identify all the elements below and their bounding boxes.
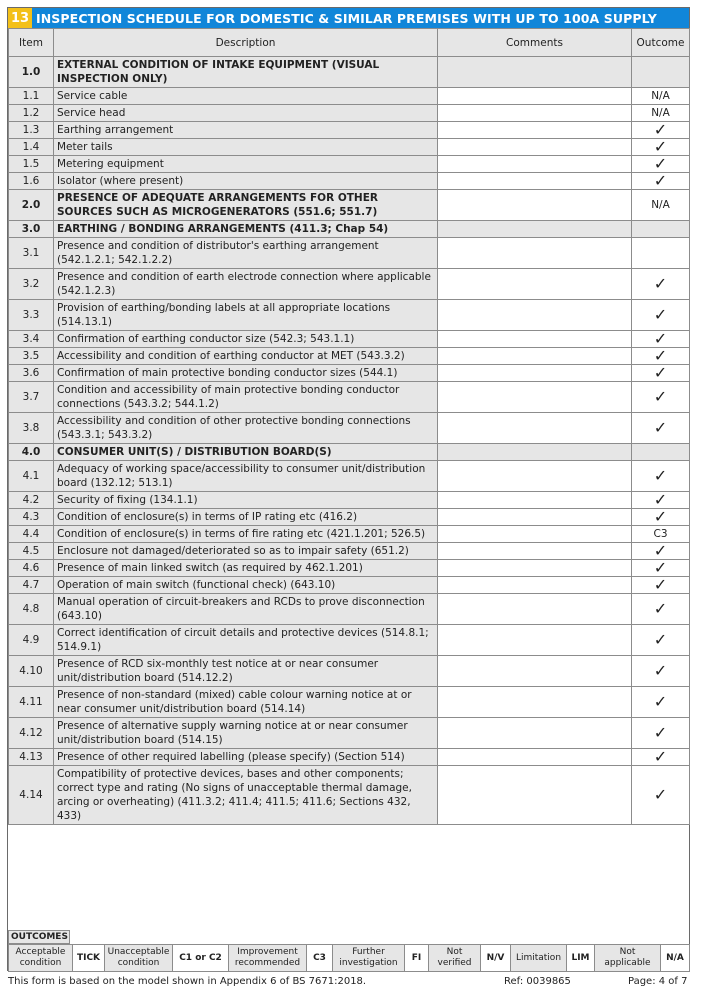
outcome-cell[interactable]: N/A: [632, 190, 690, 221]
item-number: 2.0: [9, 190, 54, 221]
item-description: EXTERNAL CONDITION OF INTAKE EQUIPMENT (VISUAL INSPECTION ONLY): [54, 57, 438, 88]
column-header-description: Description: [54, 29, 438, 57]
comments-cell[interactable]: [438, 492, 632, 509]
table-row: [9, 526, 690, 543]
comments-cell[interactable]: [438, 656, 632, 687]
outcome-cell[interactable]: ✓: [632, 173, 690, 190]
legend-label: Unacceptable condition: [105, 945, 173, 972]
inspection-table: [8, 28, 690, 825]
table-row: [9, 105, 690, 122]
comments-cell[interactable]: [438, 749, 632, 766]
table-row: [9, 365, 690, 382]
table-row: [9, 461, 690, 492]
legend-code: N/A: [661, 945, 690, 972]
legend-label: Not applicable: [595, 945, 661, 972]
legend-label: Improvement recommended: [229, 945, 307, 972]
item-number: 3.1: [9, 238, 54, 269]
legend-label: Not verified: [429, 945, 481, 972]
outcome-cell[interactable]: ✓: [632, 656, 690, 687]
outcome-cell[interactable]: ✓: [632, 718, 690, 749]
table-row: [9, 238, 690, 269]
footer-page-number: Page: 4 of 7: [628, 976, 688, 987]
outcome-cell[interactable]: N/A: [632, 105, 690, 122]
item-number: 3.7: [9, 382, 54, 413]
outcome-cell[interactable]: ✓: [632, 492, 690, 509]
table-row: [9, 139, 690, 156]
item-number: 4.3: [9, 509, 54, 526]
legend-label: Further investigation: [333, 945, 405, 972]
item-description: Accessibility and condition of other protective bonding connections (543.3.1; 543.3.2): [54, 413, 438, 444]
outcome-cell[interactable]: [632, 238, 690, 269]
item-number: 1.5: [9, 156, 54, 173]
comments-cell[interactable]: [438, 413, 632, 444]
item-description: Adequacy of working space/accessibility to consumer unit/distribution board (132.12; 513.1): [54, 461, 438, 492]
item-number: 1.2: [9, 105, 54, 122]
item-description: CONSUMER UNIT(S) / DISTRIBUTION BOARD(S): [54, 444, 438, 461]
inspection-schedule-form: [7, 7, 690, 971]
outcome-cell[interactable]: ✓: [632, 560, 690, 577]
comments-cell[interactable]: [438, 509, 632, 526]
item-description: Manual operation of circuit-breakers and RCDs to prove disconnection (643.10): [54, 594, 438, 625]
comments-cell: [438, 57, 632, 88]
outcomes-legend-row: [9, 945, 690, 972]
table-row: [9, 300, 690, 331]
item-number: 4.2: [9, 492, 54, 509]
item-number: 4.13: [9, 749, 54, 766]
table-row: [9, 269, 690, 300]
table-row: [9, 156, 690, 173]
footer-ref: Ref: 0039865: [504, 976, 571, 987]
item-number: 4.0: [9, 444, 54, 461]
outcome-cell[interactable]: ✓: [632, 300, 690, 331]
item-number: 3.5: [9, 348, 54, 365]
item-number: 4.14: [9, 766, 54, 825]
table-row: [9, 687, 690, 718]
item-description: Isolator (where present): [54, 173, 438, 190]
comments-cell[interactable]: [438, 331, 632, 348]
outcome-cell[interactable]: ✓: [632, 413, 690, 444]
comments-cell[interactable]: [438, 88, 632, 105]
item-number: 3.3: [9, 300, 54, 331]
outcome-cell: [632, 444, 690, 461]
table-row: [9, 543, 690, 560]
item-number: 4.5: [9, 543, 54, 560]
outcomes-legend-table: [8, 944, 690, 972]
section-number-badge: 13: [8, 8, 32, 28]
item-description: Condition and accessibility of main protective bonding conductor connections (543.3.2; 544.1.2): [54, 382, 438, 413]
legend-label: Acceptable condition: [9, 945, 73, 972]
outcomes-heading: OUTCOMES: [8, 930, 70, 944]
comments-cell: [438, 221, 632, 238]
footer-note: This form is based on the model shown in Appendix 6 of BS 7671:2018.: [8, 976, 367, 987]
outcome-cell[interactable]: ✓: [632, 461, 690, 492]
section-header: [8, 8, 689, 28]
comments-cell: [438, 444, 632, 461]
outcome-cell[interactable]: ✓: [632, 269, 690, 300]
item-number: 3.2: [9, 269, 54, 300]
table-row: [9, 348, 690, 365]
item-description: Compatibility of protective devices, bases and other components; correct type and rating (No signs of unacceptable thermal damage, arcing or overheating) (411.3.2; 411.4; 411.5; 411.6; Sections 432, 433): [54, 766, 438, 825]
table-row: [9, 594, 690, 625]
table-row: [9, 492, 690, 509]
table-header-row: [9, 29, 690, 57]
outcome-cell[interactable]: ✓: [632, 509, 690, 526]
table-row: [9, 413, 690, 444]
comments-cell[interactable]: [438, 365, 632, 382]
outcome-cell[interactable]: ✓: [632, 348, 690, 365]
item-description: Provision of earthing/bonding labels at all appropriate locations (514.13.1): [54, 300, 438, 331]
legend-code: LIM: [567, 945, 595, 972]
table-row: [9, 718, 690, 749]
table-row: [9, 509, 690, 526]
comments-cell[interactable]: [438, 625, 632, 656]
legend-code: C3: [307, 945, 333, 972]
table-row: [9, 577, 690, 594]
table-row: [9, 331, 690, 348]
comments-cell[interactable]: [438, 526, 632, 543]
legend-code: N/V: [481, 945, 511, 972]
outcome-cell[interactable]: N/A: [632, 88, 690, 105]
section-title: INSPECTION SCHEDULE FOR DOMESTIC & SIMILAR PREMISES WITH UP TO 100A SUPPLY: [36, 10, 657, 26]
item-number: 4.8: [9, 594, 54, 625]
comments-cell[interactable]: [438, 173, 632, 190]
item-number: 4.4: [9, 526, 54, 543]
outcome-cell[interactable]: ✓: [632, 139, 690, 156]
comments-cell[interactable]: [438, 560, 632, 577]
comments-cell[interactable]: [438, 687, 632, 718]
table-row: [9, 173, 690, 190]
outcomes-legend: [8, 930, 689, 972]
item-description: Enclosure not damaged/deteriorated so as to impair safety (651.2): [54, 543, 438, 560]
outcome-cell: [632, 57, 690, 88]
item-number: 1.0: [9, 57, 54, 88]
outcome-cell[interactable]: ✓: [632, 766, 690, 825]
item-description: Confirmation of main protective bonding conductor sizes (544.1): [54, 365, 438, 382]
column-header-outcome: Outcome: [632, 29, 690, 57]
item-number: 4.9: [9, 625, 54, 656]
comments-cell[interactable]: [438, 348, 632, 365]
item-description: Presence and condition of earth electrode connection where applicable (542.1.2.3): [54, 269, 438, 300]
legend-code: FI: [405, 945, 429, 972]
item-description: Metering equipment: [54, 156, 438, 173]
section-row: [9, 190, 690, 221]
item-description: Presence and condition of distributor's earthing arrangement (542.1.2.1; 542.1.2.2): [54, 238, 438, 269]
outcome-cell[interactable]: ✓: [632, 365, 690, 382]
comments-cell[interactable]: [438, 543, 632, 560]
item-description: Correct identification of circuit details and protective devices (514.8.1; 514.9.1): [54, 625, 438, 656]
comments-cell[interactable]: [438, 139, 632, 156]
comments-cell[interactable]: [438, 269, 632, 300]
comments-cell[interactable]: [438, 122, 632, 139]
outcome-cell[interactable]: ✓: [632, 625, 690, 656]
legend-code: TICK: [73, 945, 105, 972]
item-number: 3.4: [9, 331, 54, 348]
section-row: [9, 221, 690, 238]
table-row: [9, 656, 690, 687]
outcome-cell[interactable]: ✓: [632, 156, 690, 173]
item-description: PRESENCE OF ADEQUATE ARRANGEMENTS FOR OTHER SOURCES SUCH AS MICROGENERATORS (551.6; 551.7): [54, 190, 438, 221]
comments-cell[interactable]: [438, 382, 632, 413]
comments-cell[interactable]: [438, 190, 632, 221]
item-number: 4.7: [9, 577, 54, 594]
item-number: 1.3: [9, 122, 54, 139]
comments-cell[interactable]: [438, 766, 632, 825]
item-description: Presence of RCD six-monthly test notice at or near consumer unit/distribution board (514.12.2): [54, 656, 438, 687]
table-row: [9, 749, 690, 766]
comments-cell[interactable]: [438, 105, 632, 122]
column-header-item: Item: [9, 29, 54, 57]
item-description: Operation of main switch (functional check) (643.10): [54, 577, 438, 594]
item-description: Condition of enclosure(s) in terms of IP rating etc (416.2): [54, 509, 438, 526]
item-number: 3.0: [9, 221, 54, 238]
legend-code: C1 or C2: [173, 945, 229, 972]
item-description: EARTHING / BONDING ARRANGEMENTS (411.3; Chap 54): [54, 221, 438, 238]
column-header-comments: Comments: [438, 29, 632, 57]
item-description: Earthing arrangement: [54, 122, 438, 139]
comments-cell[interactable]: [438, 238, 632, 269]
item-number: 1.1: [9, 88, 54, 105]
outcome-cell[interactable]: C3: [632, 526, 690, 543]
item-number: 1.4: [9, 139, 54, 156]
outcome-cell[interactable]: ✓: [632, 543, 690, 560]
section-row: [9, 444, 690, 461]
item-number: 4.1: [9, 461, 54, 492]
item-number: 4.6: [9, 560, 54, 577]
table-row: [9, 122, 690, 139]
table-row: [9, 625, 690, 656]
item-description: Security of fixing (134.1.1): [54, 492, 438, 509]
item-number: 4.12: [9, 718, 54, 749]
comments-cell[interactable]: [438, 300, 632, 331]
item-description: Presence of other required labelling (please specify) (Section 514): [54, 749, 438, 766]
outcome-cell[interactable]: ✓: [632, 331, 690, 348]
outcome-cell[interactable]: ✓: [632, 749, 690, 766]
item-number: 4.11: [9, 687, 54, 718]
item-description: Service cable: [54, 88, 438, 105]
item-number: 4.10: [9, 656, 54, 687]
comments-cell[interactable]: [438, 461, 632, 492]
item-description: Service head: [54, 105, 438, 122]
comments-cell[interactable]: [438, 577, 632, 594]
section-row: [9, 57, 690, 88]
outcome-cell: [632, 221, 690, 238]
table-row: [9, 766, 690, 825]
outcome-cell[interactable]: ✓: [632, 577, 690, 594]
table-row: [9, 88, 690, 105]
table-row: [9, 560, 690, 577]
legend-label: Limitation: [511, 945, 567, 972]
item-description: Confirmation of earthing conductor size (542.3; 543.1.1): [54, 331, 438, 348]
item-description: Meter tails: [54, 139, 438, 156]
outcome-cell[interactable]: ✓: [632, 122, 690, 139]
item-description: Presence of alternative supply warning notice at or near consumer unit/distribution board (514.15): [54, 718, 438, 749]
comments-cell[interactable]: [438, 718, 632, 749]
outcome-cell[interactable]: ✓: [632, 382, 690, 413]
item-number: 3.6: [9, 365, 54, 382]
item-number: 1.6: [9, 173, 54, 190]
item-number: 3.8: [9, 413, 54, 444]
outcome-cell[interactable]: ✓: [632, 687, 690, 718]
item-description: Presence of non-standard (mixed) cable colour warning notice at or near consumer unit/distribution board (514.14): [54, 687, 438, 718]
item-description: Presence of main linked switch (as required by 462.1.201): [54, 560, 438, 577]
outcome-cell[interactable]: ✓: [632, 594, 690, 625]
table-row: [9, 382, 690, 413]
comments-cell[interactable]: [438, 156, 632, 173]
comments-cell[interactable]: [438, 594, 632, 625]
item-description: Condition of enclosure(s) in terms of fire rating etc (421.1.201; 526.5): [54, 526, 438, 543]
item-description: Accessibility and condition of earthing conductor at MET (543.3.2): [54, 348, 438, 365]
